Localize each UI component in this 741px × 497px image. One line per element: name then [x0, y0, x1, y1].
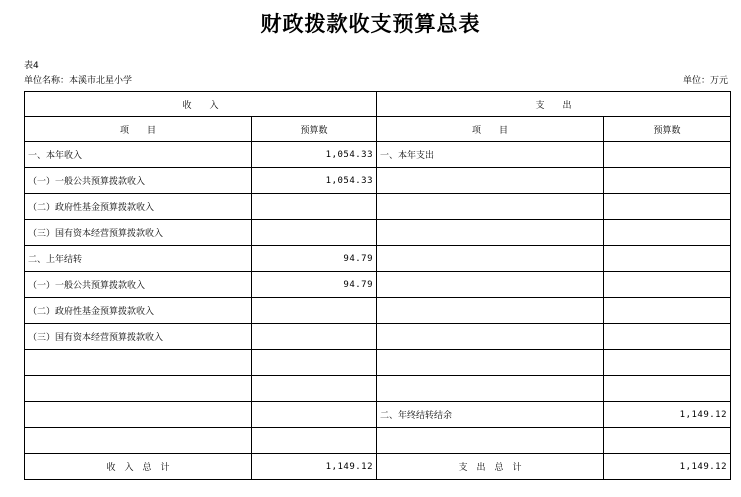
expense-value-cell — [604, 324, 731, 350]
income-item-cell: 一、本年收入 — [25, 142, 252, 168]
income-item-cell: （一）一般公共预算拨款收入 — [25, 272, 252, 298]
income-value-cell — [252, 428, 377, 454]
expense-item-cell — [377, 272, 604, 298]
income-item-cell — [25, 428, 252, 454]
income-value-cell — [252, 324, 377, 350]
budget-table — [24, 91, 731, 480]
income-item-cell — [25, 350, 252, 376]
table-row — [25, 350, 731, 376]
income-value-cell — [252, 194, 377, 220]
table-row — [25, 402, 731, 428]
expense-item-cell: 二、年终结转结余 — [377, 402, 604, 428]
income-item-cell: （二）政府性基金预算拨款收入 — [25, 194, 252, 220]
expense-value-cell — [604, 246, 731, 272]
table-row — [25, 272, 731, 298]
expense-section-header: 支 出 — [377, 92, 731, 117]
income-value-cell — [252, 298, 377, 324]
totals-row — [25, 454, 731, 480]
expense-total-value: 1,149.12 — [604, 454, 731, 480]
income-item-cell — [25, 402, 252, 428]
expense-item-cell — [377, 194, 604, 220]
table-row — [25, 220, 731, 246]
table-number: 表4 — [24, 61, 39, 71]
table-row — [25, 324, 731, 350]
income-value-cell — [252, 220, 377, 246]
expense-item-cell — [377, 220, 604, 246]
income-value-cell: 94.79 — [252, 272, 377, 298]
expense-item-cell — [377, 246, 604, 272]
expense-value-cell — [604, 220, 731, 246]
income-item-cell: （三）国有资本经营预算拨款收入 — [25, 220, 252, 246]
column-header-row — [25, 117, 731, 142]
income-value-cell — [252, 376, 377, 402]
section-header-row — [25, 92, 731, 117]
expense-value-cell — [604, 298, 731, 324]
income-item-header: 项 目 — [25, 117, 252, 142]
expense-value-cell: 1,149.12 — [604, 402, 731, 428]
expense-item-header: 项 目 — [377, 117, 604, 142]
unit-name: 单位名称：本溪市北星小学 — [24, 76, 133, 86]
table-row — [25, 246, 731, 272]
income-item-cell: （一）一般公共预算拨款收入 — [25, 168, 252, 194]
expense-total-label: 支 出 总 计 — [377, 454, 604, 480]
table-row — [25, 194, 731, 220]
income-total-value: 1,149.12 — [252, 454, 377, 480]
unit-label: 单位：万元 — [682, 76, 728, 86]
income-item-cell: （三）国有资本经营预算拨款收入 — [25, 324, 252, 350]
table-row — [25, 376, 731, 402]
expense-value-cell — [604, 194, 731, 220]
expense-budget-header: 预算数 — [604, 117, 731, 142]
income-value-cell — [252, 350, 377, 376]
expense-item-cell — [377, 168, 604, 194]
table-row — [25, 142, 731, 168]
page-title: 财政拨款收支预算总表 — [260, 11, 481, 36]
expense-value-cell — [604, 428, 731, 454]
expense-item-cell — [377, 350, 604, 376]
income-total-label: 收 入 总 计 — [25, 454, 252, 480]
expense-value-cell — [604, 168, 731, 194]
table-row — [25, 168, 731, 194]
expense-item-cell — [377, 298, 604, 324]
income-section-header: 收 入 — [25, 92, 377, 117]
expense-item-cell — [377, 428, 604, 454]
income-value-cell — [252, 402, 377, 428]
income-value-cell: 1,054.33 — [252, 168, 377, 194]
expense-value-cell — [604, 272, 731, 298]
income-value-cell: 94.79 — [252, 246, 377, 272]
income-value-cell: 1,054.33 — [252, 142, 377, 168]
expense-item-cell — [377, 324, 604, 350]
expense-item-cell: 一、本年支出 — [377, 142, 604, 168]
income-budget-header: 预算数 — [252, 117, 377, 142]
income-item-cell: （二）政府性基金预算拨款收入 — [25, 298, 252, 324]
income-item-cell: 二、上年结转 — [25, 246, 252, 272]
table-row — [25, 298, 731, 324]
expense-item-cell — [377, 376, 604, 402]
income-item-cell — [25, 376, 252, 402]
expense-value-cell — [604, 142, 731, 168]
expense-value-cell — [604, 350, 731, 376]
expense-value-cell — [604, 376, 731, 402]
table-row — [25, 428, 731, 454]
